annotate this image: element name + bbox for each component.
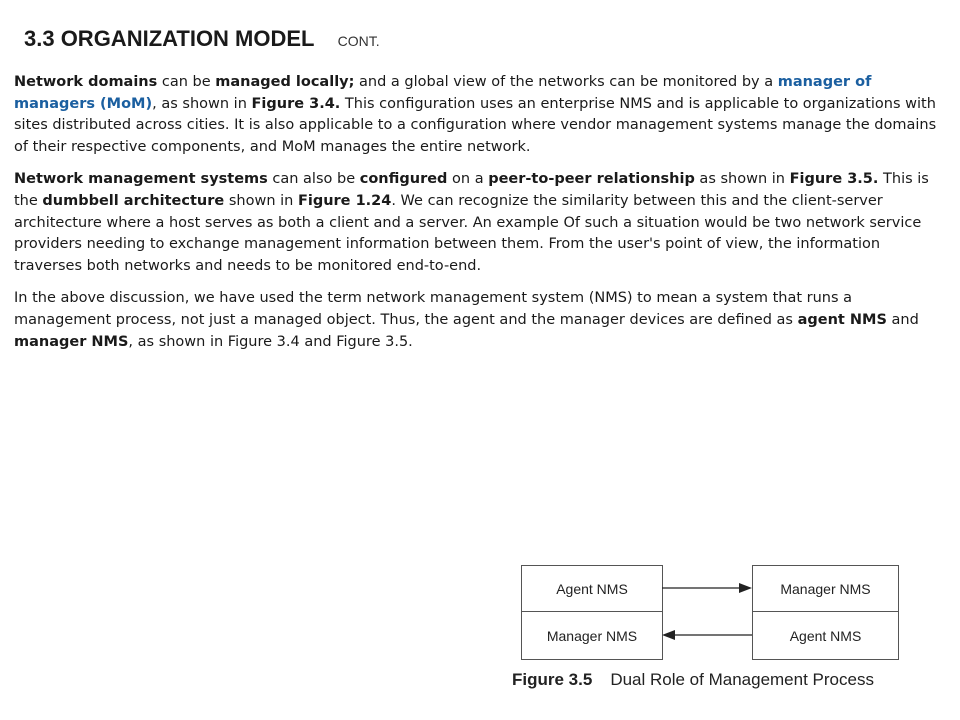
- caption-number: Figure 3.5: [512, 670, 593, 689]
- text-segment: manager of managers (MoM): [14, 74, 872, 112]
- text-segment: agent NMS: [797, 311, 887, 328]
- paragraph: [14, 72, 944, 158]
- text-segment: This is the: [14, 171, 929, 209]
- text-segment: peer-to-peer relationship: [488, 171, 695, 188]
- caption-text: Dual Role of Management Process: [610, 670, 874, 689]
- text-segment: configured: [359, 171, 448, 188]
- text-segment: This configuration uses an enterprise NMS and is applicable to organizations with sites distributed across cities. It is also applicable to a configuration where vendor management systems manage the domains of their respective components, and MoM manages the entire network.: [14, 95, 937, 155]
- right-bottom-label: Agent NMS: [789, 627, 862, 644]
- left-top-label: Agent NMS: [556, 580, 628, 597]
- text-segment: Figure 3.4.: [251, 95, 341, 112]
- text-segment: Figure 1.24: [297, 192, 392, 209]
- text-segment: managed locally;: [215, 74, 355, 90]
- text-segment: can be: [157, 74, 216, 90]
- text-segment: Network management systems: [14, 171, 268, 188]
- body-text: [14, 72, 944, 364]
- text-segment: . We can recognize the similarity between this and the client-server architecture where a host serves as both a client and a server. An example Of such a situation would be two network service providers needing to exchange management information between them. From the user's point of view, the information traverses both networks and needs to be monitored end-to-end.: [14, 192, 922, 274]
- slide-header: [24, 26, 380, 52]
- text-segment: on a: [447, 171, 489, 188]
- text-segment: as shown in: [694, 171, 790, 188]
- text-segment: and: [886, 311, 919, 328]
- page-title: 3.3 ORGANIZATION MODEL: [24, 26, 315, 51]
- page-subtitle: CONT.: [337, 33, 380, 49]
- text-segment: can also be: [267, 171, 360, 188]
- text-segment: dumbbell architecture: [42, 192, 225, 209]
- figure-arrows: [521, 565, 960, 665]
- text-segment: manager NMS: [14, 333, 129, 350]
- paragraph: [14, 288, 944, 353]
- arrow-right-icon: [662, 583, 752, 593]
- text-segment: Network domains: [14, 74, 158, 90]
- paragraph: [14, 169, 944, 277]
- text-segment: , as shown in Figure 3.4 and Figure 3.5.: [128, 333, 413, 350]
- text-segment: shown in: [224, 192, 298, 209]
- text-segment: and a global view of the networks can be monitored by a: [354, 74, 778, 90]
- left-bottom-label: Manager NMS: [546, 627, 638, 644]
- figure-caption: [512, 670, 874, 690]
- text-segment: , as shown in: [152, 95, 252, 112]
- arrow-left-icon: [662, 630, 752, 640]
- text-segment: Figure 3.5.: [789, 171, 879, 188]
- text-segment: In the above discussion, we have used the term network management system (NMS) to mean a system that runs a management process, not just a managed object. Thus, the agent and the manager devices are defined as: [14, 290, 853, 328]
- right-top-label: Manager NMS: [780, 580, 871, 597]
